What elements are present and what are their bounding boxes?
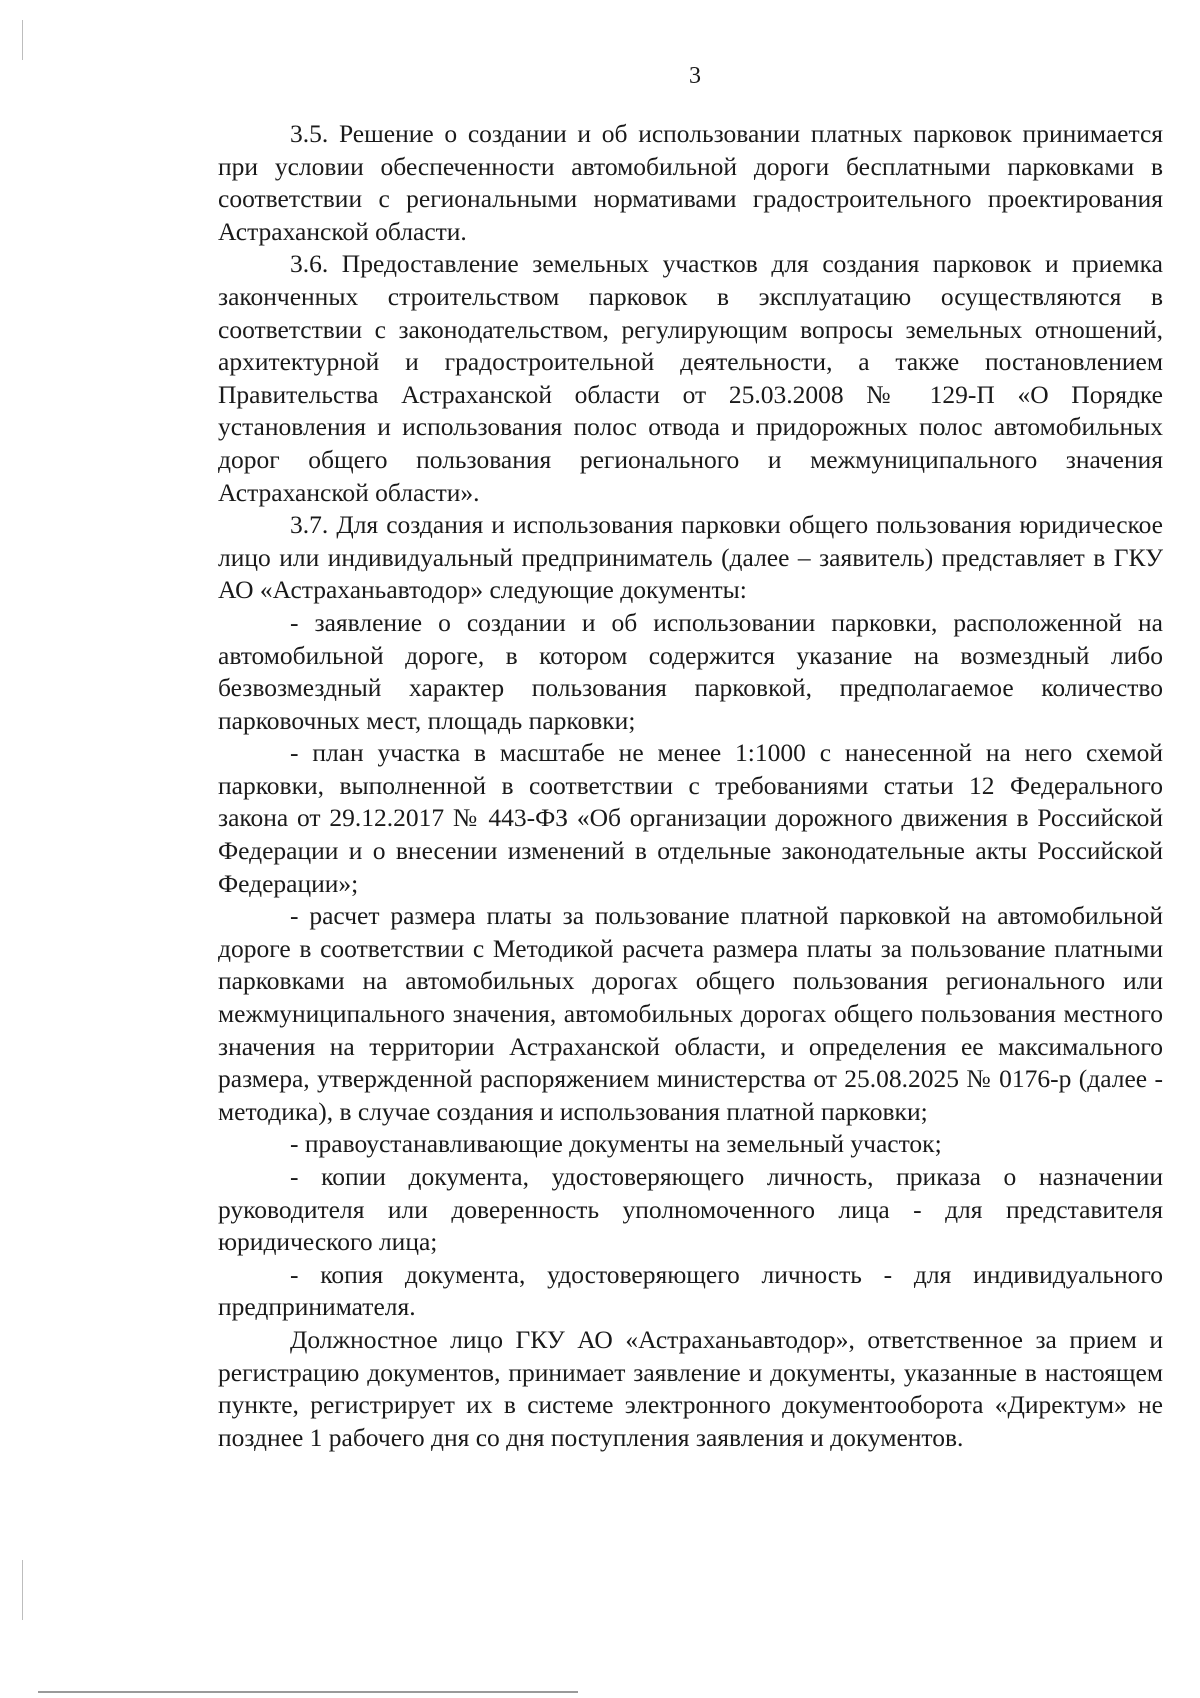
- paragraph-3-5: 3.5. Решение о создании и об использовании платных парковок принимается при условии обеспеченности автомобильной дороги бесплатными парковками в соответствии с региональными нормативами градостроительного проектирования Астраханской области.: [218, 119, 1163, 246]
- document-body: [218, 118, 1163, 1454]
- scan-edge-mark: [22, 20, 23, 60]
- list-item-fee-calculation: - расчет размера платы за пользование платной парковкой на автомобильной дороге в соответствии с Методикой расчета размера платы за пользование платными парковками на автомобильных дорогах общего пользования регионального или межмуниципального значения, автомобильных дорогах общего пользования местного значения на территории Астраханской области, и определения ее максимального размера, утвержденной распоряжением министерства от 25.08.2025 № 0176-р (далее - методика), в случае создания и использования платной парковки;: [218, 901, 1163, 1126]
- paragraph-registration: Должностное лицо ГКУ АО «Астраханьавтодор», ответственное за прием и регистрацию документов, принимает заявление и документы, указанные в настоящем пункте, регистрирует их в системе электронного документооборота «Директум» не позднее 1 рабочего дня со дня поступления заявления и документов.: [218, 1324, 1163, 1452]
- paragraph-3-6: 3.6. Предоставление земельных участков для создания парковок и приемка законченных строительством парковок в эксплуатацию осуществляются в соответствии с законодательством, регулирующим вопросы земельных отношений, архитектурной и градостроительной деятельности, а также постановлением Правительства Астраханской области от 25.03.2008 № 129-П «О Порядке установления и использования полос отвода и придорожных полос автомобильных дорог общего пользования регионального и межмуниципального значения Астраханской области».: [218, 249, 1163, 507]
- list-item-title-documents: - правоустанавливающие документы на земельный участок;: [290, 1129, 942, 1159]
- scan-edge-line: [38, 1691, 578, 1693]
- list-item-legal-entity-documents: - копии документа, удостоверяющего личность, приказа о назначении руководителя или доверенность уполномоченного лица - для представителя юридического лица;: [218, 1162, 1163, 1257]
- list-item-site-plan: - план участка в масштабе не менее 1:1000 с нанесенной на него схемой парковки, выполненной в соответствии с требованиями статьи 12 Федерального закона от 29.12.2017 № 443-ФЗ «Об организации дорожного движения в Российской Федерации и о внесении изменений в отдельные законодательные акты Российской Федерации»;: [218, 738, 1163, 898]
- list-item-entrepreneur-documents: - копия документа, удостоверяющего личность - для индивидуального предпринимателя.: [218, 1259, 1163, 1322]
- paragraph-3-7: 3.7. Для создания и использования парковки общего пользования юридическое лицо или индивидуальный предприниматель (далее – заявитель) представляет в ГКУ АО «Астраханьавтодор» следующие документы:: [218, 510, 1163, 605]
- scan-edge-mark: [22, 1560, 23, 1620]
- page-number: 3: [689, 63, 701, 89]
- list-item-application: - заявление о создании и об использовании парковки, расположенной на автомобильной дороге, в котором содержится указание на возмездный либо безвозмездный характер пользования парковкой, предполагаемое количество парковочных мест, площадь парковки;: [218, 607, 1163, 735]
